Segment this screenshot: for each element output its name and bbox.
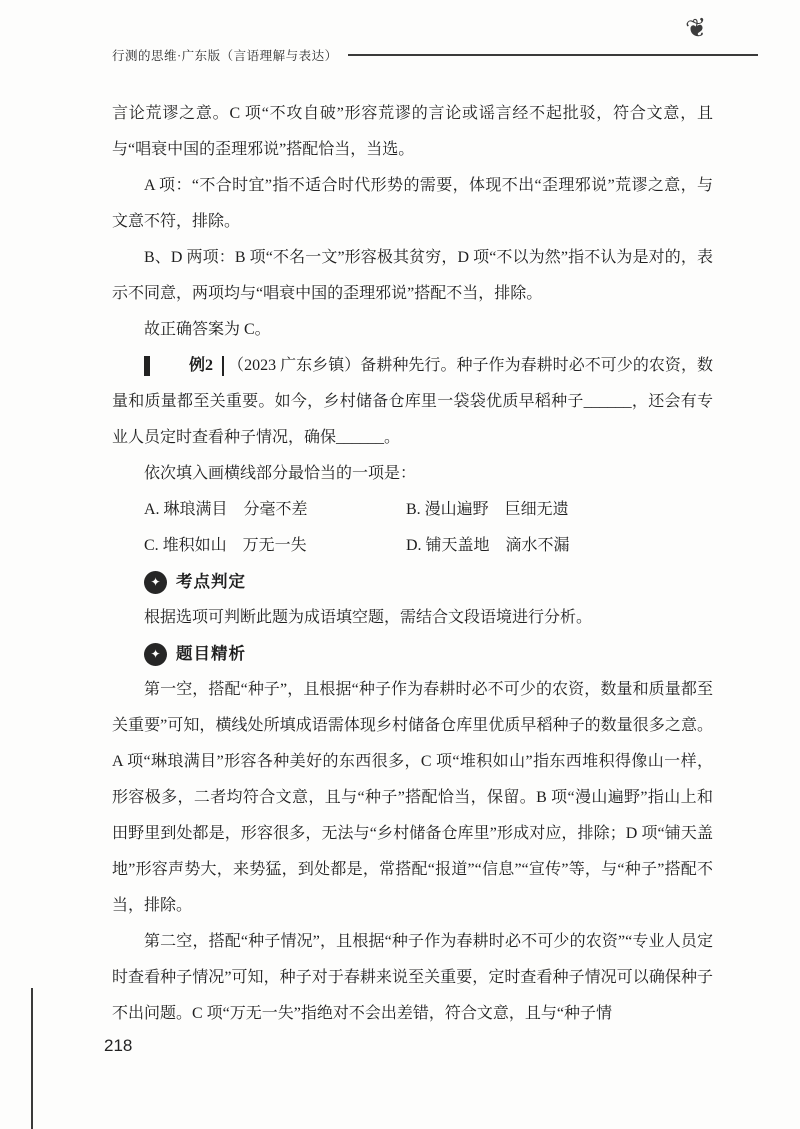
page-content xyxy=(112,96,713,1032)
section-seal-glyph: ✦ xyxy=(150,647,161,661)
paragraph-option-a: A 项：“不合时宜”指不适合时代形势的需要，体现不出“歪理邪说”荒谬之意，与文意不符，排除。 xyxy=(112,177,713,230)
section-title: 考点判定 xyxy=(176,572,246,591)
section-title: 题目精析 xyxy=(176,644,246,663)
analysis-paragraph-second-blank: 第二空，搭配“种子情况”，且根据“种子作为春耕时必不可少的农资”“专业人员定时查看种子情况”可知，种子对于春耕来说至关重要，定时查看种子情况可以确保种子不出问题。C 项“万无一失”指绝对不会出差错，符合文意，且与“种子情 xyxy=(112,933,713,1022)
section-seal-glyph: ✦ xyxy=(150,575,161,589)
header-rule xyxy=(348,54,758,56)
example-badge xyxy=(144,356,224,376)
option-c: C. 堆积如山 万无一失 xyxy=(144,537,307,554)
page-header xyxy=(112,46,758,64)
running-head: 行测的思维·广东版（言语理解与表达） xyxy=(112,49,338,63)
option-d: D. 铺天盖地 滴水不漏 xyxy=(406,537,570,554)
section-heading-exam-point xyxy=(112,564,713,600)
page-number: 218 xyxy=(104,1036,133,1055)
section-seal-icon xyxy=(144,643,167,666)
paragraph-answer-c: 言论荒谬之意。C 项“不攻自破”形容荒谬的言论或谣言经不起批驳，符合文意，且与“唱衰中国的歪理邪说”搭配恰当，当选。 xyxy=(112,105,713,158)
paragraph-options-bd: B、D 两项：B 项“不名一文”形容极其贫穷，D 项“不以为然”指不认为是对的，表示不同意，两项均与“唱衰中国的歪理邪说”搭配不当，排除。 xyxy=(112,249,713,302)
question-stem: 依次填入画横线部分最恰当的一项是： xyxy=(144,465,417,482)
option-b: B. 漫山遍野 巨细无遗 xyxy=(406,501,569,518)
example-text: （2023 广东乡镇）备耕种先行。种子作为春耕时必不可少的农资，数量和质量都至关重要。如今，乡村储备仓库里一袋袋优质早稻种子______，还会有专业人员定时查看种子情况，确保______。 xyxy=(112,357,713,446)
options-grid xyxy=(112,492,713,564)
section-seal-icon xyxy=(144,571,167,594)
analysis-paragraph-first-blank: 第一空，搭配“种子”，且根据“种子作为春耕时必不可少的农资，数量和质量都至关重要”可知，横线处所填成语需体现乡村储备仓库里优质早稻种子的数量很多之意。A 项“琳琅满目”形容各种美好的东西很多，C 项“堆积如山”指东西堆积得像山一样，形容极多，二者均符合文意，且与“种子”搭配恰当，保留。B 项“漫山遍野”指山上和田野里到处都是，形容很多，无法与“乡村储备仓库里”形成对应，排除；D 项“铺天盖地”形容声势大，来势猛，到处都是，常搭配“报道”“信息”“宣传”等，与“种子”搭配不当，排除。 xyxy=(112,681,713,914)
exam-point-body: 根据选项可判断此题为成语填空题，需结合文段语境进行分析。 xyxy=(144,609,593,626)
example-paragraph xyxy=(112,348,713,456)
floral-ornament-icon: ❦ xyxy=(683,12,711,45)
scan-binding-edge xyxy=(31,988,33,1129)
example-label: 例2 xyxy=(189,357,214,374)
section-heading-analysis xyxy=(112,636,713,672)
option-a: A. 琳琅满目 分毫不差 xyxy=(144,501,308,518)
paragraph-correct-answer: 故正确答案为 C。 xyxy=(144,321,271,338)
